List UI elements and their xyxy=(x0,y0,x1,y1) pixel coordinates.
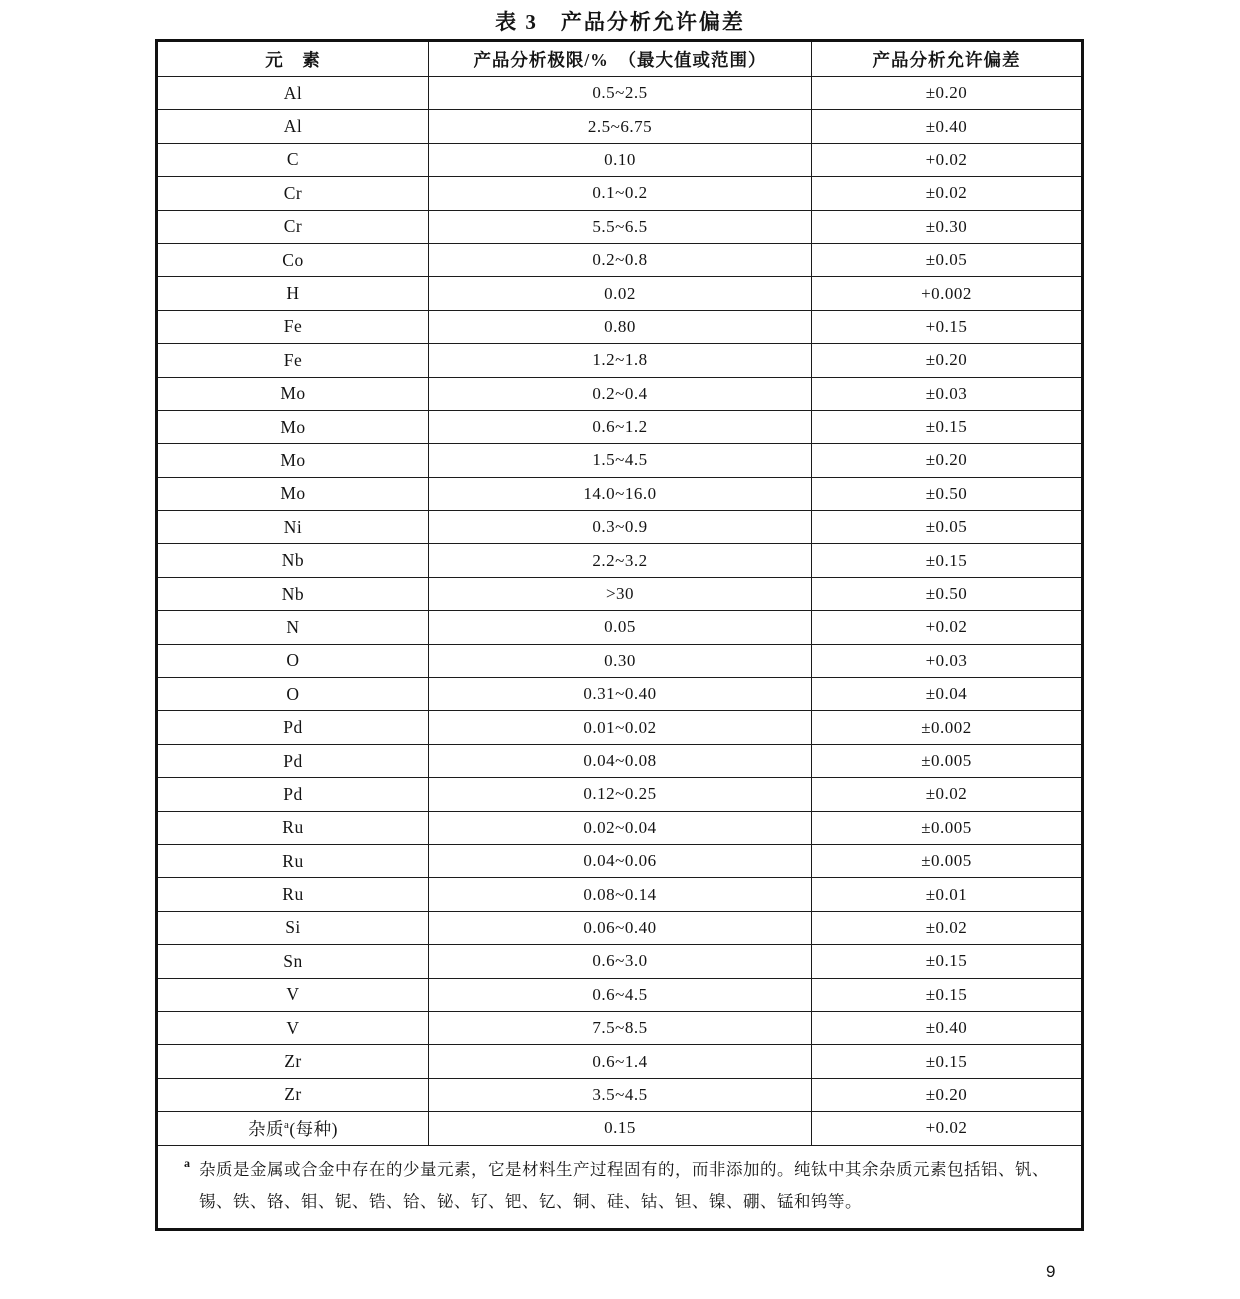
table-row xyxy=(157,678,1083,711)
table-row xyxy=(157,744,1083,777)
table-footer xyxy=(157,1145,1083,1229)
deviation-cell: ±0.40 xyxy=(812,110,1083,143)
limit-cell: 0.02 xyxy=(429,277,812,310)
element-cell: V xyxy=(157,978,429,1011)
footnote-marker: a xyxy=(184,1155,190,1170)
table-row xyxy=(157,1078,1083,1111)
limit-cell: 14.0~16.0 xyxy=(429,477,812,510)
table-row xyxy=(157,110,1083,143)
element-cell: Zr xyxy=(157,1045,429,1078)
table-title: 表 3 产品分析允许偏差 xyxy=(495,10,745,34)
deviation-cell: ±0.15 xyxy=(812,410,1083,443)
limit-cell: 2.5~6.75 xyxy=(429,110,812,143)
element-cell: O xyxy=(157,678,429,711)
deviation-cell: ±0.05 xyxy=(812,511,1083,544)
limit-cell: 0.2~0.8 xyxy=(429,243,812,276)
deviation-cell: ±0.005 xyxy=(812,744,1083,777)
limit-cell: 0.08~0.14 xyxy=(429,878,812,911)
table-row xyxy=(157,811,1083,844)
limit-cell: 0.6~1.2 xyxy=(429,410,812,443)
element-cell: Cr xyxy=(157,210,429,243)
deviation-cell: ±0.20 xyxy=(812,344,1083,377)
deviation-cell: ±0.20 xyxy=(812,77,1083,110)
element-cell: Ru xyxy=(157,878,429,911)
limit-cell: 0.30 xyxy=(429,644,812,677)
deviation-cell: ±0.02 xyxy=(812,778,1083,811)
deviation-cell: ±0.15 xyxy=(812,1045,1083,1078)
limit-cell: 0.3~0.9 xyxy=(429,511,812,544)
element-cell: Cr xyxy=(157,177,429,210)
table-row xyxy=(157,143,1083,176)
deviation-cell: +0.02 xyxy=(812,1112,1083,1145)
col-header-limit: 产品分析极限/% （最大值或范围） xyxy=(429,41,812,77)
limit-cell: 0.6~4.5 xyxy=(429,978,812,1011)
deviation-cell: ±0.05 xyxy=(812,243,1083,276)
table-row xyxy=(157,277,1083,310)
footnote xyxy=(184,1154,1065,1218)
deviation-cell: +0.002 xyxy=(812,277,1083,310)
element-cell: Sn xyxy=(157,945,429,978)
analysis-table xyxy=(155,39,1084,1231)
table-row xyxy=(157,844,1083,877)
limit-cell: 0.2~0.4 xyxy=(429,377,812,410)
deviation-cell: +0.02 xyxy=(812,143,1083,176)
table-row xyxy=(157,1045,1083,1078)
limit-cell: 0.06~0.40 xyxy=(429,911,812,944)
deviation-cell: ±0.50 xyxy=(812,577,1083,610)
table-row xyxy=(157,310,1083,343)
deviation-cell: ±0.15 xyxy=(812,544,1083,577)
table-row xyxy=(157,711,1083,744)
element-cell: Co xyxy=(157,243,429,276)
deviation-cell: ±0.15 xyxy=(812,978,1083,1011)
element-cell: C xyxy=(157,143,429,176)
table-row xyxy=(157,878,1083,911)
element-cell: Ni xyxy=(157,511,429,544)
element-cell: Fe xyxy=(157,310,429,343)
element-cell: Ru xyxy=(157,844,429,877)
element-cell: Si xyxy=(157,911,429,944)
limit-cell: 5.5~6.5 xyxy=(429,210,812,243)
limit-cell: 0.04~0.06 xyxy=(429,844,812,877)
element-cell: Nb xyxy=(157,544,429,577)
limit-cell: 3.5~4.5 xyxy=(429,1078,812,1111)
element-cell: Pd xyxy=(157,744,429,777)
table-row xyxy=(157,644,1083,677)
limit-cell: 0.1~0.2 xyxy=(429,177,812,210)
table-header xyxy=(157,41,1083,77)
deviation-cell: ±0.04 xyxy=(812,678,1083,711)
element-cell: Mo xyxy=(157,410,429,443)
limit-cell: 0.80 xyxy=(429,310,812,343)
table-row xyxy=(157,410,1083,443)
limit-cell: 0.05 xyxy=(429,611,812,644)
element-cell: Mo xyxy=(157,444,429,477)
deviation-cell: ±0.01 xyxy=(812,878,1083,911)
table-row xyxy=(157,210,1083,243)
deviation-cell: +0.02 xyxy=(812,611,1083,644)
table-row xyxy=(157,544,1083,577)
limit-cell: 0.6~3.0 xyxy=(429,945,812,978)
element-cell: Fe xyxy=(157,344,429,377)
limit-cell: 2.2~3.2 xyxy=(429,544,812,577)
footnote-cell xyxy=(157,1145,1083,1229)
deviation-cell: ±0.30 xyxy=(812,210,1083,243)
table-row xyxy=(157,911,1083,944)
table-row xyxy=(157,477,1083,510)
limit-cell: 0.31~0.40 xyxy=(429,678,812,711)
limit-cell: 0.12~0.25 xyxy=(429,778,812,811)
limit-cell: 0.5~2.5 xyxy=(429,77,812,110)
element-cell: 杂质$^a$(每种) xyxy=(157,1112,429,1145)
deviation-cell: ±0.005 xyxy=(812,811,1083,844)
deviation-cell: ±0.15 xyxy=(812,945,1083,978)
page-number: 9 xyxy=(1046,1262,1056,1281)
table-row xyxy=(157,1112,1083,1145)
element-cell: Pd xyxy=(157,778,429,811)
deviation-cell: ±0.02 xyxy=(812,177,1083,210)
element-cell: H xyxy=(157,277,429,310)
deviation-cell: ±0.002 xyxy=(812,711,1083,744)
deviation-cell: ±0.40 xyxy=(812,1011,1083,1044)
table-row xyxy=(157,978,1083,1011)
table-row xyxy=(157,945,1083,978)
table-row xyxy=(157,377,1083,410)
header-row xyxy=(157,41,1083,77)
table-row xyxy=(157,1011,1083,1044)
table-body xyxy=(157,77,1083,1146)
element-cell: O xyxy=(157,644,429,677)
limit-cell: 0.10 xyxy=(429,143,812,176)
table-row xyxy=(157,77,1083,110)
element-cell: Ru xyxy=(157,811,429,844)
deviation-cell: ±0.20 xyxy=(812,1078,1083,1111)
limit-cell: 0.01~0.02 xyxy=(429,711,812,744)
footnote-ref-sup: a xyxy=(283,1118,290,1131)
deviation-cell: ±0.03 xyxy=(812,377,1083,410)
element-cell: V xyxy=(157,1011,429,1044)
col-header-element: 元 素 xyxy=(157,41,429,77)
table-row xyxy=(157,344,1083,377)
limit-cell: 1.5~4.5 xyxy=(429,444,812,477)
element-cell: Pd xyxy=(157,711,429,744)
footnote-text: 杂质是金属或合金中存在的少量元素，它是材料生产过程固有的，而非添加的。纯钛中其余杂质元素包括铝、钒、锡、铁、铬、钼、铌、锆、铪、铋、钌、钯、钇、铜、硅、钴、钽、镍、硼、锰和钨等。 xyxy=(199,1159,1049,1211)
element-cell: N xyxy=(157,611,429,644)
element-cell: Al xyxy=(157,110,429,143)
limit-cell: 0.15 xyxy=(429,1112,812,1145)
element-cell: Mo xyxy=(157,477,429,510)
footnote-row xyxy=(157,1145,1083,1229)
table-row xyxy=(157,511,1083,544)
deviation-cell: ±0.005 xyxy=(812,844,1083,877)
limit-cell: 0.04~0.08 xyxy=(429,744,812,777)
limit-cell: >30 xyxy=(429,577,812,610)
table-row xyxy=(157,177,1083,210)
table-row xyxy=(157,778,1083,811)
element-cell: Mo xyxy=(157,377,429,410)
element-cell: Nb xyxy=(157,577,429,610)
limit-cell: 0.02~0.04 xyxy=(429,811,812,844)
element-cell: Zr xyxy=(157,1078,429,1111)
deviation-cell: ±0.50 xyxy=(812,477,1083,510)
table-row xyxy=(157,577,1083,610)
col-header-deviation: 产品分析允许偏差 xyxy=(812,41,1083,77)
deviation-cell: +0.15 xyxy=(812,310,1083,343)
limit-cell: 0.6~1.4 xyxy=(429,1045,812,1078)
limit-cell: 7.5~8.5 xyxy=(429,1011,812,1044)
table-row xyxy=(157,611,1083,644)
deviation-cell: +0.03 xyxy=(812,644,1083,677)
element-cell: Al xyxy=(157,77,429,110)
deviation-cell: ±0.02 xyxy=(812,911,1083,944)
table-row xyxy=(157,444,1083,477)
limit-cell: 1.2~1.8 xyxy=(429,344,812,377)
deviation-cell: ±0.20 xyxy=(812,444,1083,477)
table-row xyxy=(157,243,1083,276)
